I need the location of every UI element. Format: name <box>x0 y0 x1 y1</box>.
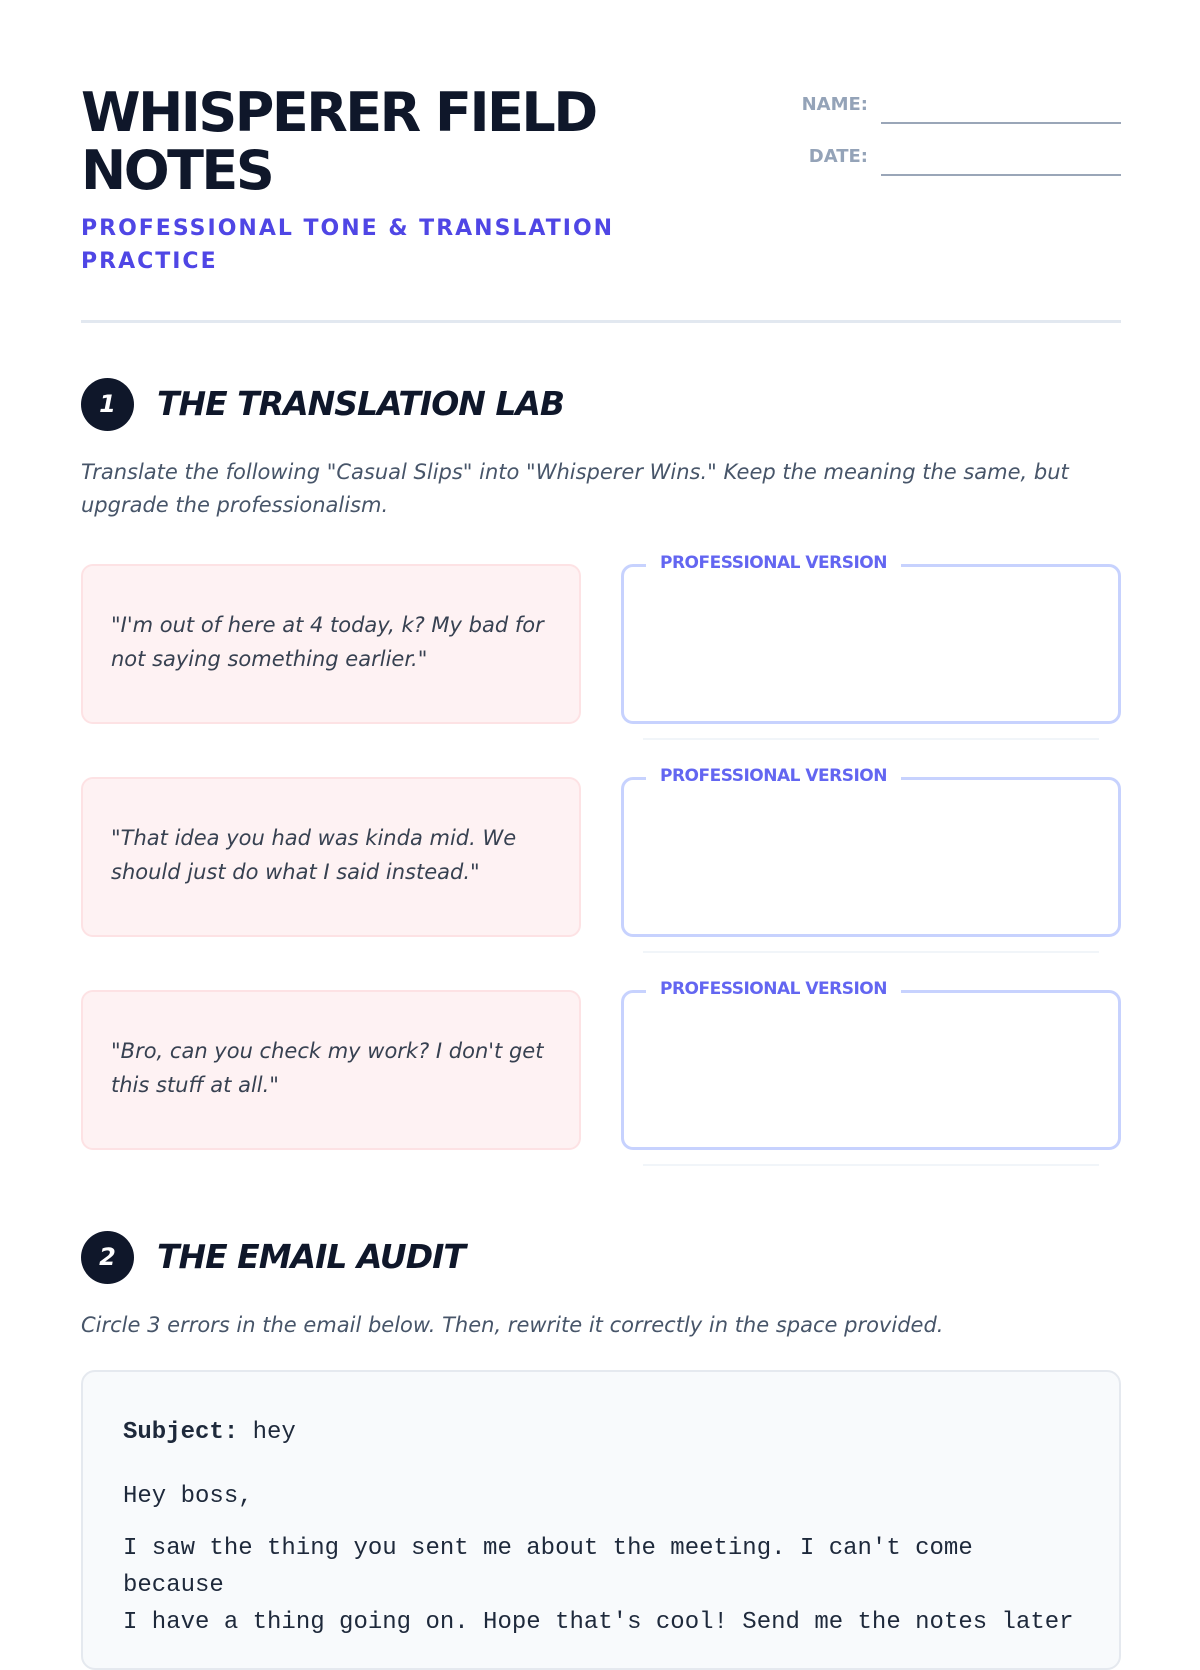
casual-slip-text: "I'm out of here at 4 today, k? My bad for not saying something earlier." <box>111 613 544 671</box>
professional-version-box[interactable] <box>621 766 1121 937</box>
section-1-title: THE TRANSLATION LAB <box>157 384 565 423</box>
name-line[interactable] <box>881 122 1121 124</box>
worksheet-title: WHISPERER FIELD NOTES <box>81 81 596 202</box>
professional-version-box[interactable] <box>621 979 1121 1150</box>
professional-version-label: PROFESSIONAL VERSION <box>646 977 901 1001</box>
section-2-heading <box>81 1231 1121 1285</box>
section-1-instructions: Translate the following "Casual Slips" into "Whisperer Wins." Keep the meaning the same, but upgrade the professionalism. <box>81 460 1069 517</box>
answer-underline <box>643 1164 1099 1166</box>
answer-underline <box>643 951 1099 953</box>
section-2-instructions: Circle 3 errors in the email below. Then, rewrite it correctly in the space provided. <box>81 1313 944 1337</box>
professional-version-label: PROFESSIONAL VERSION <box>646 551 901 575</box>
email-subject-value: hey <box>252 1419 296 1446</box>
casual-slip-card <box>81 990 581 1150</box>
worksheet-header <box>81 81 1121 324</box>
header-divider <box>81 320 1121 323</box>
translation-row <box>81 766 1121 947</box>
casual-slip-card <box>81 777 581 937</box>
professional-version-label: PROFESSIONAL VERSION <box>646 764 901 788</box>
answer-underline <box>643 738 1099 740</box>
email-body: I saw the thing you sent me about the meeting. I can't come because I have a thing going on. Hope that's cool! Send me the notes later <box>123 1535 1074 1636</box>
email-subject-label: Subject: <box>123 1419 239 1446</box>
email-subject <box>123 1414 1083 1451</box>
name-field[interactable] <box>711 88 1121 118</box>
translation-row <box>81 553 1121 734</box>
section-2-number-badge: 2 <box>81 1231 134 1284</box>
email-greeting: Hey boss, <box>123 1483 253 1510</box>
date-field[interactable] <box>711 140 1121 170</box>
casual-slip-text: "Bro, can you check my work? I don't get this stuff at all." <box>111 1039 544 1097</box>
section-1-heading <box>81 378 1121 432</box>
email-sample-box <box>81 1370 1121 1670</box>
name-label: NAME: <box>801 94 868 115</box>
translation-row <box>81 979 1121 1160</box>
date-label: DATE: <box>808 146 868 167</box>
section-2-title: THE EMAIL AUDIT <box>157 1237 465 1276</box>
date-line[interactable] <box>881 174 1121 176</box>
casual-slip-card <box>81 564 581 724</box>
professional-version-box[interactable] <box>621 553 1121 724</box>
worksheet-subtitle: PROFESSIONAL TONE & TRANSLATION PRACTICE <box>81 216 615 274</box>
section-1-number-badge: 1 <box>81 378 134 431</box>
casual-slip-text: "That idea you had was kinda mid. We should just do what I said instead." <box>111 826 517 884</box>
